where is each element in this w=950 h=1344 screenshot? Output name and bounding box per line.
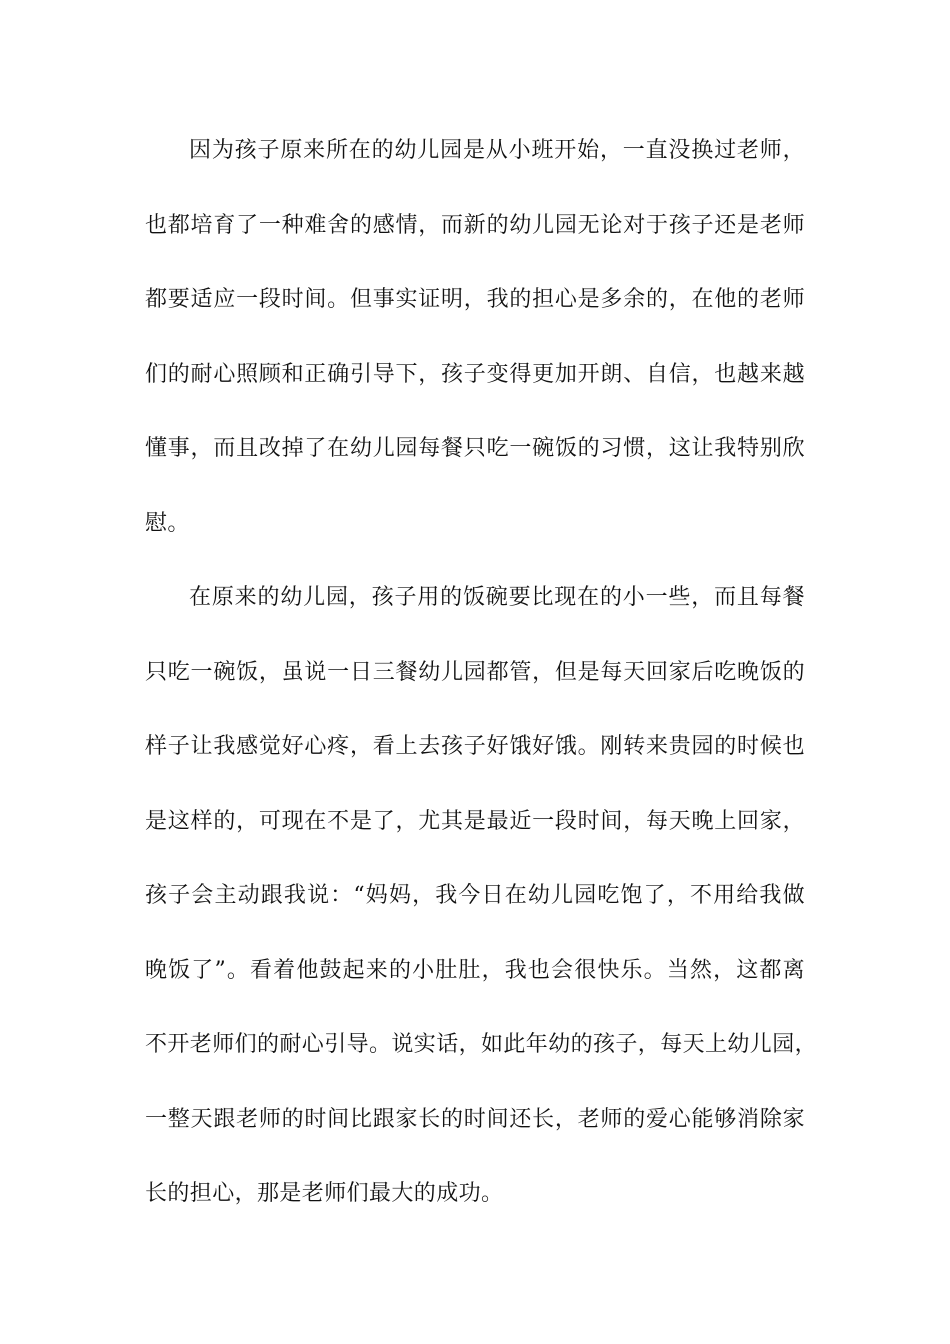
paragraph-line: 一整天跟老师的时间比跟家长的时间还长，老师的爱心能够消除家 (145, 1106, 805, 1132)
paragraph-line: 不开老师们的耐心引导。说实话，如此年幼的孩子，每天上幼儿园， (145, 1032, 818, 1057)
paragraph-line: 在原来的幼儿园，孩子用的饭碗要比现在的小一些，而且每餐 (189, 585, 805, 610)
paragraph-line: 长的担心，那是老师们最大的成功。 (145, 1181, 504, 1206)
document-body (145, 114, 818, 1232)
paragraph-line: 因为孩子原来所在的幼儿园是从小班开始，一直没换过老师， (189, 138, 805, 163)
paragraph-line: 都要适应一段时间。但事实证明，我的担心是多余的，在他的老师 (145, 287, 805, 312)
paragraph-line: 只吃一碗饭，虽说一日三餐幼儿园都管，但是每天回家后吃晚饭的 (145, 659, 805, 685)
paragraph-line: 懂事，而且改掉了在幼儿园每餐只吃一碗饭的习惯，这让我特别欣 (145, 436, 805, 461)
paragraph-line: 们的耐心照顾和正确引导下，孩子变得更加开朗、自信，也越来越 (145, 361, 805, 387)
paragraph-line: 是这样的，可现在不是了，尤其是最近一段时间，每天晚上回家， (145, 808, 805, 834)
paragraph-1 (145, 114, 805, 561)
paragraph-line: 样子让我感觉好心疼，看上去孩子好饿好饿。刚转来贵园的时候也 (145, 734, 805, 759)
paragraph-line: 孩子会主动跟我说：“妈妈，我今日在幼儿园吃饱了，不用给我做 (145, 883, 805, 908)
paragraph-2 (145, 561, 818, 1232)
paragraph-line: 也都培育了一种难舍的感情，而新的幼儿园无论对于孩子还是老师 (145, 212, 805, 238)
paragraph-line: 慰。 (145, 510, 190, 536)
paragraph-line: 晚饭了”。看着他鼓起来的小肚肚，我也会很快乐。当然，这都离 (145, 957, 805, 983)
